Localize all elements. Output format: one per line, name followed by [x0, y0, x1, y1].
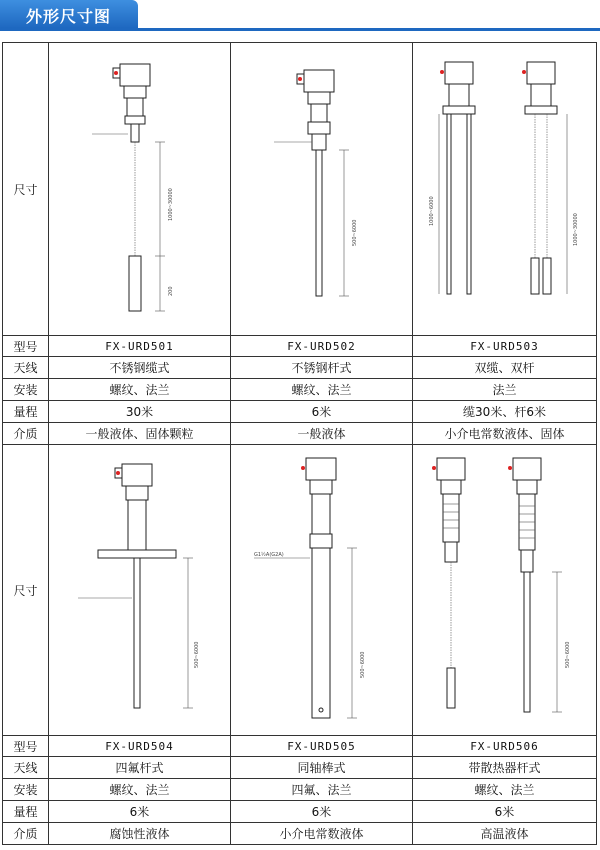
install-urd503: 法兰 [413, 379, 597, 401]
range-urd501: 30米 [49, 401, 231, 423]
section-header [0, 0, 600, 30]
row-label-dimension: 尺寸 [3, 445, 49, 736]
model-row-2 [3, 736, 597, 757]
dimension-row-1 [3, 43, 597, 336]
medium-urd506: 高温液体 [413, 823, 597, 845]
row-label-range: 量程 [3, 401, 49, 423]
medium-row-1 [3, 423, 597, 445]
dim-label-thread: G1½A(G2A) [253, 552, 284, 558]
drawing-urd503 [413, 43, 597, 336]
dim-label-length: 500~6000 [359, 651, 366, 678]
row-label-model: 型号 [3, 736, 49, 757]
probe-drawing-cable [80, 46, 200, 332]
range-urd506: 6米 [413, 801, 597, 823]
install-urd501: 螺纹、法兰 [49, 379, 231, 401]
row-label-dimension: 尺寸 [3, 43, 49, 336]
medium-urd502: 一般液体 [231, 423, 413, 445]
range-urd503: 缆30米、杆6米 [413, 401, 597, 423]
medium-urd501: 一般液体、固体颗粒 [49, 423, 231, 445]
model-urd506: FX-URD506 [413, 736, 597, 757]
probe-drawing-rod [262, 46, 382, 332]
section-title: 外形尺寸图 [26, 7, 112, 26]
dim-label-weight: 200 [167, 286, 174, 296]
dim-label-length: 500~6000 [564, 641, 571, 668]
model-urd501: FX-URD501 [49, 336, 231, 357]
antenna-row-1 [3, 357, 597, 379]
dimension-row-2 [3, 445, 597, 736]
medium-row-2 [3, 823, 597, 845]
range-urd505: 6米 [231, 801, 413, 823]
range-urd504: 6米 [49, 801, 231, 823]
model-urd502: FX-URD502 [231, 336, 413, 357]
dim-label-rod: 1000~6000 [428, 196, 435, 226]
antenna-urd504: 四氟杆式 [49, 757, 231, 779]
medium-urd504: 腐蚀性液体 [49, 823, 231, 845]
model-urd505: FX-URD505 [231, 736, 413, 757]
row-label-antenna: 天线 [3, 757, 49, 779]
dim-label-length: 500~6000 [351, 219, 358, 246]
probe-drawing-ptfe-rod [70, 448, 210, 732]
row-label-install: 安装 [3, 779, 49, 801]
install-urd505: 四氟、法兰 [231, 779, 413, 801]
range-row-1 [3, 401, 597, 423]
dim-label-cable: 1000~30000 [572, 213, 579, 246]
install-row-1 [3, 379, 597, 401]
dim-label-length: 1000~30000 [167, 188, 174, 221]
drawing-urd501 [49, 43, 231, 336]
install-row-2 [3, 779, 597, 801]
antenna-urd501: 不锈钢缆式 [49, 357, 231, 379]
install-urd504: 螺纹、法兰 [49, 779, 231, 801]
row-label-model: 型号 [3, 336, 49, 357]
antenna-row-2 [3, 757, 597, 779]
medium-urd505: 小介电常数液体 [231, 823, 413, 845]
header-underline [0, 28, 600, 31]
drawing-urd504 [49, 445, 231, 736]
antenna-urd503: 双缆、双杆 [413, 357, 597, 379]
row-label-medium: 介质 [3, 823, 49, 845]
probe-drawing-double [417, 46, 593, 332]
probe-drawing-heatsink [417, 448, 593, 732]
model-urd503: FX-URD503 [413, 336, 597, 357]
drawing-urd505 [231, 445, 413, 736]
antenna-urd506: 带散热器杆式 [413, 757, 597, 779]
probe-drawing-coaxial [252, 448, 392, 732]
drawing-urd506 [413, 445, 597, 736]
install-urd502: 螺纹、法兰 [231, 379, 413, 401]
antenna-urd502: 不锈钢杆式 [231, 357, 413, 379]
medium-urd503: 小介电常数液体、固体 [413, 423, 597, 445]
model-row-1 [3, 336, 597, 357]
dim-label-length: 500~6000 [193, 641, 200, 668]
row-label-range: 量程 [3, 801, 49, 823]
antenna-urd505: 同轴棒式 [231, 757, 413, 779]
range-urd502: 6米 [231, 401, 413, 423]
row-label-install: 安装 [3, 379, 49, 401]
model-urd504: FX-URD504 [49, 736, 231, 757]
row-label-antenna: 天线 [3, 357, 49, 379]
drawing-urd502 [231, 43, 413, 336]
row-label-medium: 介质 [3, 423, 49, 445]
spec-table [2, 42, 597, 845]
range-row-2 [3, 801, 597, 823]
install-urd506: 螺纹、法兰 [413, 779, 597, 801]
